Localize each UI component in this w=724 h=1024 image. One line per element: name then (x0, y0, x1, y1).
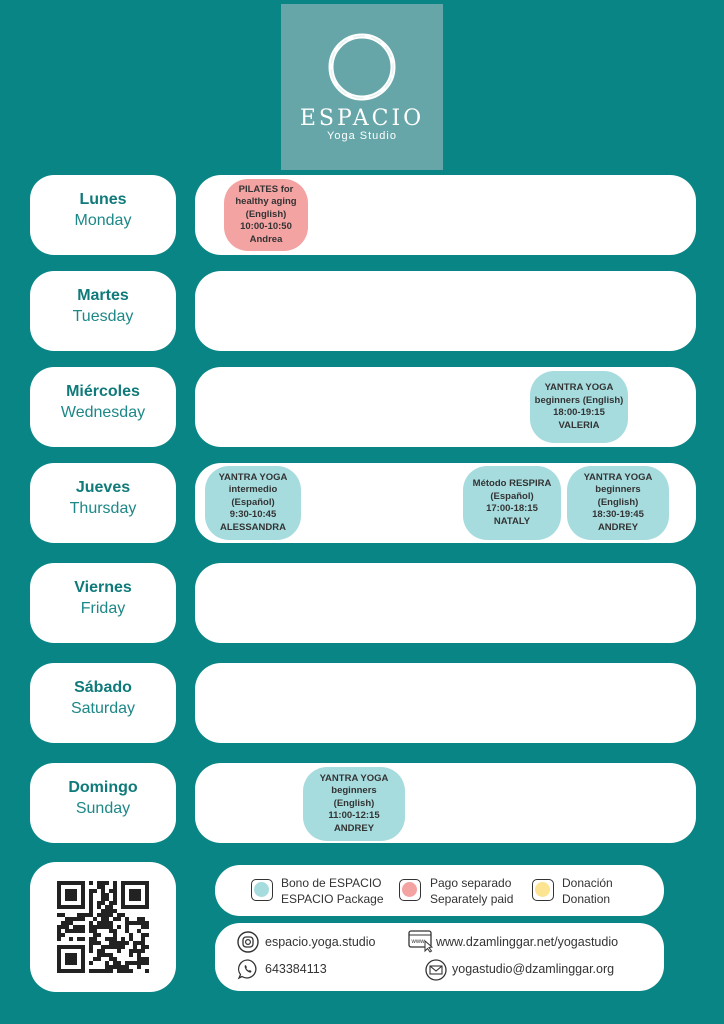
legend-swatch-separately-paid (399, 879, 421, 901)
day-name-en: Thursday (69, 500, 137, 517)
class-title: Método RESPIRA (472, 478, 552, 489)
day-label-wednesday (30, 367, 176, 447)
day-name-es: Lunes (79, 191, 127, 208)
class-time: 18:00-19:15 (553, 407, 605, 418)
class-title: YANTRA YOGA (544, 382, 614, 393)
class-sunday-yantra[interactable] (303, 767, 405, 841)
class-time: 11:00-12:15 (328, 810, 380, 822)
instagram-icon[interactable] (237, 931, 259, 953)
day-name-en: Wednesday (60, 404, 146, 421)
day-label-sunday (30, 763, 176, 843)
website-link[interactable]: www.dzamlinggar.net/yogastudio (436, 935, 619, 949)
class-language: (Español) (231, 496, 275, 508)
instagram-handle[interactable]: espacio.yoga.studio (265, 935, 376, 949)
whatsapp-number[interactable]: 643384113 (265, 962, 327, 976)
class-subtitle: intermedio (228, 484, 278, 496)
day-label-tuesday (30, 271, 176, 351)
legend-donation-en: Donation (562, 892, 611, 906)
day-name-en: Sunday (75, 800, 131, 817)
legend-separately-paid-en: Separately paid (430, 892, 514, 906)
qr-code-card[interactable] (30, 862, 176, 992)
day-label-thursday (30, 463, 176, 543)
class-language: (English) (333, 797, 375, 809)
day-name-es: Miércoles (66, 383, 140, 400)
whatsapp-icon[interactable] (237, 958, 259, 980)
class-time: 9:30-10:45 (229, 509, 277, 521)
class-teacher: VALERIA (558, 419, 600, 431)
class-language: (English) (597, 496, 639, 508)
class-language: (English) (245, 208, 287, 220)
legend-separately-paid-es: Pago separado (430, 876, 512, 890)
day-name-es: Sábado (74, 679, 132, 696)
legend-swatch-donation (532, 879, 554, 901)
legend-package-es: Bono de ESPACIO (281, 876, 382, 890)
schedule-row-tuesday (195, 271, 696, 351)
class-time: 17:00-18:15 (486, 503, 538, 514)
day-label-friday (30, 563, 176, 643)
day-name-es: Martes (77, 287, 129, 304)
class-monday-pilates[interactable] (224, 179, 308, 251)
class-wednesday-yantra[interactable] (530, 371, 628, 443)
day-label-saturday (30, 663, 176, 743)
brand-tagline: Yoga Studio (327, 130, 397, 142)
class-title: YANTRA YOGA (319, 772, 389, 784)
website-icon-label: www (411, 939, 425, 945)
class-subtitle: beginners (331, 785, 377, 797)
legend-separately-paid-text (430, 875, 513, 907)
email-icon[interactable] (424, 959, 448, 981)
class-title: YANTRA YOGA (218, 471, 288, 483)
legend-donation-es: Donación (562, 876, 613, 890)
day-name-en: Monday (74, 212, 132, 229)
schedule-row-sunday (195, 763, 696, 843)
qr-code-icon[interactable] (57, 881, 149, 973)
class-subtitle: beginners (English) (534, 394, 624, 406)
schedule-row-friday (195, 563, 696, 643)
legend-package-en: ESPACIO Package (281, 892, 384, 906)
class-title: YANTRA YOGA (583, 471, 653, 483)
class-subtitle: beginners (595, 484, 641, 496)
website-icon[interactable] (408, 929, 434, 953)
legend-donation-text (562, 875, 613, 907)
class-subtitle: healthy aging (235, 196, 297, 208)
day-name-en: Tuesday (72, 308, 134, 325)
class-teacher: ANDREY (333, 822, 375, 834)
day-name-es: Viernes (74, 579, 132, 596)
contact-card (215, 923, 664, 991)
day-name-en: Saturday (70, 700, 136, 717)
class-thursday-respira[interactable] (463, 466, 561, 540)
day-name-es: Domingo (68, 779, 138, 796)
brand-name: ESPACIO (299, 106, 425, 131)
day-name-en: Friday (80, 600, 126, 617)
enso-circle-icon (325, 30, 399, 104)
class-teacher: NATALY (493, 515, 531, 527)
day-name-es: Jueves (75, 479, 131, 496)
class-time: 18:30-19:45 (592, 509, 644, 521)
class-thursday-yantra-intermedio[interactable] (205, 466, 301, 540)
class-teacher: ALESSANDRA (220, 521, 286, 533)
day-label-monday (30, 175, 176, 255)
email-address[interactable]: yogastudio@dzamlinggar.org (452, 962, 615, 976)
class-title: PILATES for (238, 183, 294, 195)
class-language: (Español) (490, 490, 534, 502)
class-thursday-yantra-beginners[interactable] (567, 466, 669, 540)
legend-swatch-package (251, 879, 273, 901)
class-time: 10:00-10:50 (240, 221, 292, 233)
studio-logo (281, 4, 443, 170)
class-teacher: Andrea (249, 233, 283, 245)
class-teacher: ANDREY (597, 521, 639, 533)
schedule-row-saturday (195, 663, 696, 743)
legend (215, 865, 664, 916)
legend-package-text (281, 875, 384, 907)
